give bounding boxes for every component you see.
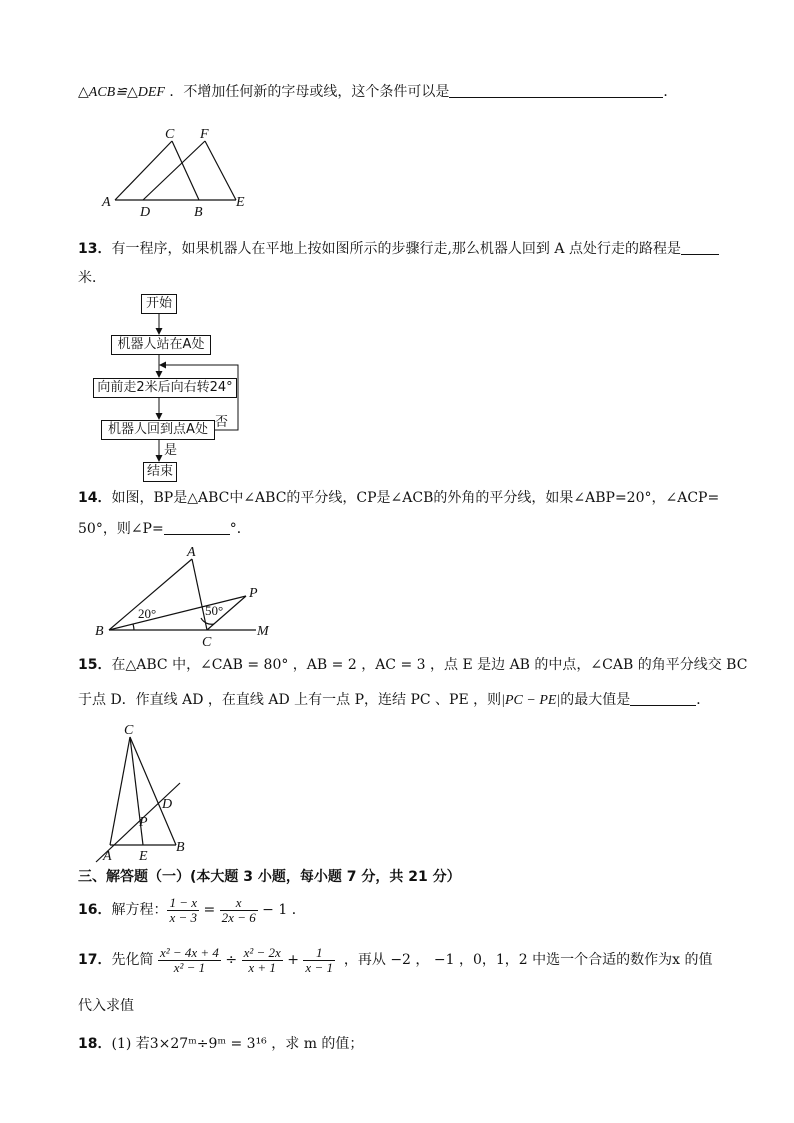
q15-line2 — [78, 690, 710, 711]
q14-end: °． — [229, 521, 251, 537]
q17-fraction-2: $\frac{\text{x² − 2x}}{x + 1}$ — [243, 944, 281, 975]
q14-label-M: M — [257, 624, 269, 639]
flow-end-box: 结束 — [143, 462, 177, 482]
q16-fraction-left: $\frac{1 - x}{x - 3}$ — [169, 894, 198, 925]
q16-fraction-right: $\frac{x}{2x - 6}$ — [221, 894, 256, 925]
q18-line — [78, 1034, 363, 1054]
q15-text3: 的最大值是 — [560, 692, 631, 708]
flow-no-label: 否 — [215, 415, 229, 430]
q17-fraction-3: $\frac{1}{x - 1}$ — [305, 944, 333, 975]
q14-label-A: A — [187, 545, 196, 560]
q17-rest: ，再从 −2 ， −1 ，0，1，2 中选一个合适的数作为x 的值 — [343, 952, 713, 968]
q16-tail: − 1 ． — [257, 902, 306, 918]
q12-text: ．不增加任何新的字母或线，这个条件可以是 — [164, 84, 450, 100]
q12-end: ． — [663, 84, 678, 100]
q12-label-D: D — [140, 205, 151, 220]
q14-text2: 50°，则∠P= — [78, 521, 164, 537]
q15-label-A: A — [103, 849, 112, 864]
q13-line2: 米． — [78, 270, 106, 286]
q14-number: 14． — [78, 490, 112, 506]
q18-number: 18． — [78, 1036, 112, 1052]
q15-label-P: P — [139, 815, 148, 830]
q14-angle-20: 20° — [138, 606, 157, 621]
q15-abs-expr: |PC − PE| — [501, 693, 561, 708]
q12-label-C: C — [165, 127, 175, 142]
q15-label-E: E — [139, 849, 148, 864]
q12-label-A: A — [102, 195, 111, 210]
q14-answer-blank[interactable] — [164, 520, 230, 535]
q16-line — [78, 892, 306, 928]
q18-text: (1) 若3×27ᵐ÷9ᵐ = 3¹⁶ ，求 m 的值； — [111, 1036, 364, 1052]
flow-start-box: 开始 — [141, 294, 177, 314]
q14-label-B: B — [95, 624, 104, 639]
q15-answer-blank[interactable] — [630, 691, 696, 706]
q12-congruence: △ACB≌△DEF — [78, 85, 165, 100]
q12-label-E: E — [236, 195, 245, 210]
q15-number: 15． — [78, 657, 112, 673]
q17-number: 17． — [78, 952, 112, 968]
q15-label-D: D — [162, 797, 173, 812]
q17-plus: + — [282, 952, 304, 968]
q17-divide: ÷ — [220, 952, 242, 968]
q14-line1 — [78, 488, 719, 508]
q13-text: 有一程序，如果机器人在平地上按如图所示的步骤行走,那么机器人回到 A 点处行走的路程是 — [111, 241, 681, 257]
q12-line — [78, 82, 677, 103]
q17-line1 — [78, 942, 712, 978]
q12-answer-blank[interactable] — [449, 83, 663, 98]
q12-label-B: B — [194, 205, 203, 220]
q14-label-P: P — [249, 586, 258, 601]
q13-answer-blank[interactable] — [681, 240, 719, 255]
q16-number: 16． — [78, 902, 112, 918]
q17-line2: 代入求值 — [78, 998, 134, 1014]
q16-text: 解方程： — [111, 902, 168, 918]
q14-line2 — [78, 519, 251, 539]
flow-check-box: 机器人回到点A处 — [101, 420, 215, 440]
q15-end: ． — [696, 692, 711, 708]
q15-text2: 于点 D．作直线 AD ，在直线 AD 上有一点 P，连结 PC 、PE ，则 — [78, 692, 502, 708]
q12-label-F: F — [200, 127, 209, 142]
q15-text1: 在△ABC 中，∠CAB = 80° ，AB = 2 ，AC = 3 ，点 E 是边 AB 的中点，∠CAB 的角平分线交 BC — [111, 657, 748, 673]
section-3-heading: 三、解答题（一）(本大题 3 小题，每小题 7 分，共 21 分） — [78, 869, 461, 885]
q15-line1 — [78, 655, 747, 675]
q14-label-C: C — [202, 635, 212, 650]
q14-text: 如图，BP是△ABC中∠ABC的平分线，CP是∠ACB的外角的平分线，如果∠ABP=20°，∠ACP= — [111, 490, 720, 506]
q17-text: 先化简 — [111, 952, 154, 968]
q14-angle-50: 50° — [205, 603, 224, 618]
flow-yes-label: 是 — [164, 443, 178, 458]
q13-line1 — [78, 239, 719, 259]
flow-stand-box: 机器人站在A处 — [111, 335, 211, 355]
q15-label-B: B — [176, 840, 185, 855]
q17-fraction-1: $\frac{\text{x² − 4x + 4}}{\text{x² − 1}}$ — [159, 944, 219, 975]
flow-step-box: 向前走2米后向右转24° — [93, 378, 237, 398]
q15-label-C: C — [124, 723, 134, 738]
q16-equals: = — [199, 902, 220, 918]
q13-number: 13． — [78, 241, 112, 257]
